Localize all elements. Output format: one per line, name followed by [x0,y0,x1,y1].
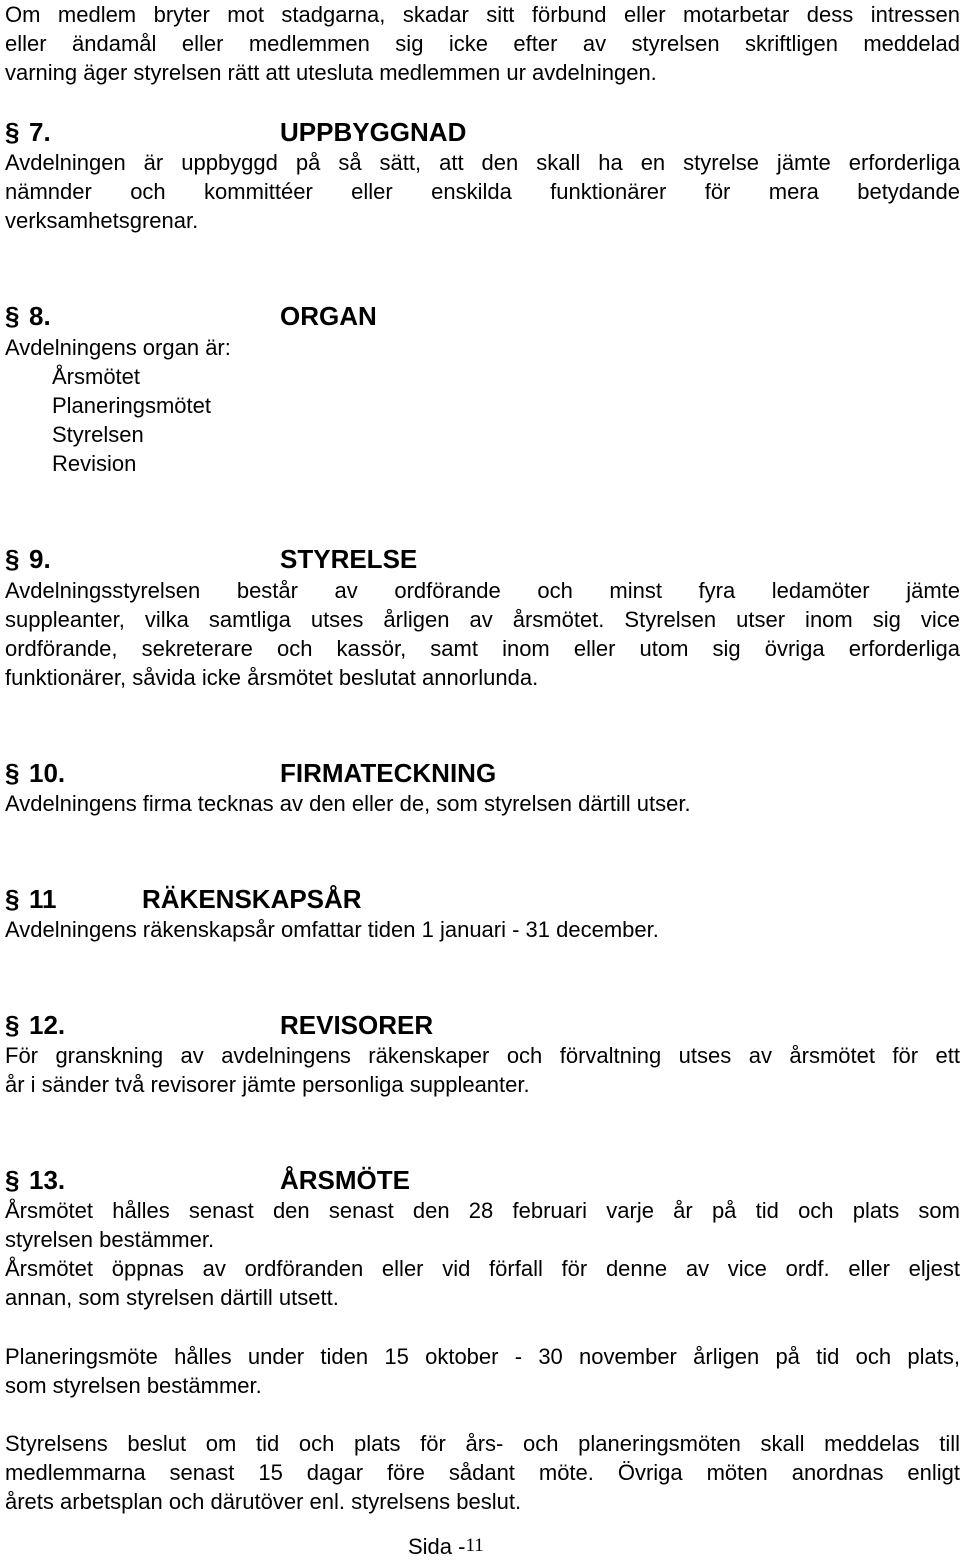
section-12-number: 12. [29,1010,66,1040]
section-13-p1-line-2: styrelsen bestämmer. [5,1227,215,1252]
section-7-title: UPPBYGGNAD [280,117,467,147]
section-sign: § [5,758,20,788]
section-11-title: RÄKENSKAPSÅR [142,884,362,914]
section-8-title: ORGAN [280,301,377,331]
page-number: 11 [465,1535,484,1556]
intro-line-1: Om medlem bryter mot stadgarna, skadar sitt förbund eller motarbetar dess intressen [5,2,960,27]
section-9-number: 9. [29,544,51,574]
section-9-heading [5,543,418,575]
page-footer [408,1532,484,1563]
section-sign: § [5,301,20,331]
section-13-p4-line-1: Styrelsens beslut om tid och plats för års- och planeringsmöten skall meddelas till [5,1431,960,1456]
intro-line-2: eller ändamål eller medlemmen sig icke efter av styrelsen skriftligen meddelad [5,31,960,56]
section-sign: § [5,1010,20,1040]
section-13-title: ÅRSMÖTE [280,1165,410,1195]
section-12-line-2: år i sänder två revisorer jämte personliga suppleanter. [5,1072,530,1097]
section-sign: § [5,117,20,147]
section-7-line-2: nämnder och kommittéer eller enskilda funktionärer för mera betydande [5,179,960,204]
section-13-p3-line-2: som styrelsen bestämmer. [5,1373,262,1398]
footer-label: Sida - [408,1534,466,1559]
section-13-p2-line-2: annan, som styrelsen därtill utsett. [5,1285,339,1310]
section-12-line-1: För granskning av avdelningens räkenskaper och förvaltning utses av årsmötet för ett [5,1043,960,1068]
section-sign: § [5,884,20,914]
section-11-heading [5,883,362,915]
section-11-line-1: Avdelningens räkenskapsår omfattar tiden 1 januari - 31 december. [5,917,659,942]
section-7-heading [5,116,467,148]
section-10-line-1: Avdelningens firma tecknas av den eller de, som styrelsen därtill utser. [5,791,691,816]
section-13-heading [5,1164,410,1196]
organ-item-arsmotet: Årsmötet [52,364,141,389]
organ-item-styrelsen: Styrelsen [52,422,144,447]
section-9-line-3: ordförande, sekreterare och kassör, samt inom eller utom sig övriga erforderliga [5,636,960,661]
section-8-heading [5,300,377,332]
section-13-p4-line-3: årets arbetsplan och därutöver enl. styrelsens beslut. [5,1489,522,1514]
intro-line-3: varning äger styrelsen rätt att utesluta medlemmen ur avdelningen. [5,60,657,85]
section-13-number: 13. [29,1165,66,1195]
section-12-title: REVISORER [280,1010,434,1040]
organ-item-revision: Revision [52,451,137,476]
organ-item-planeringsmotet: Planeringsmötet [52,393,211,418]
section-11-number: 11 [29,884,57,914]
section-13-p1-line-1: Årsmötet hålles senast den senast den 28 februari varje år på tid och plats som [5,1198,960,1223]
section-9-line-1: Avdelningsstyrelsen består av ordförande och minst fyra ledamöter jämte [5,578,960,603]
section-8-intro: Avdelningens organ är: [5,335,231,360]
section-sign: § [5,1165,20,1195]
section-10-title: FIRMATECKNING [280,758,497,788]
section-13-p3-line-1: Planeringsmöte hålles under tiden 15 oktober - 30 november årligen på tid och plats, [5,1344,960,1369]
section-7-line-1: Avdelningen är uppbyggd på så sätt, att den skall ha en styrelse jämte erforderliga [5,150,960,175]
section-sign: § [5,544,20,574]
section-13-p2-line-1: Årsmötet öppnas av ordföranden eller vid förfall för denne av vice ordf. eller eljest [5,1256,960,1281]
section-9-title: STYRELSE [280,544,418,574]
section-7-line-3: verksamhetsgrenar. [5,208,199,233]
section-9-line-4: funktionärer, såvida icke årsmötet beslutat annorlunda. [5,665,539,690]
section-9-line-2: suppleanter, vilka samtliga utses årligen av årsmötet. Styrelsen utser inom sig vice [5,607,960,632]
section-10-heading [5,757,497,789]
section-12-heading [5,1009,434,1041]
section-10-number: 10. [29,758,66,788]
section-8-number: 8. [29,301,51,331]
section-7-number: 7. [29,117,51,147]
section-13-p4-line-2: medlemmarna senast 15 dagar före sådant möte. Övriga möten anordnas enligt [5,1460,960,1485]
